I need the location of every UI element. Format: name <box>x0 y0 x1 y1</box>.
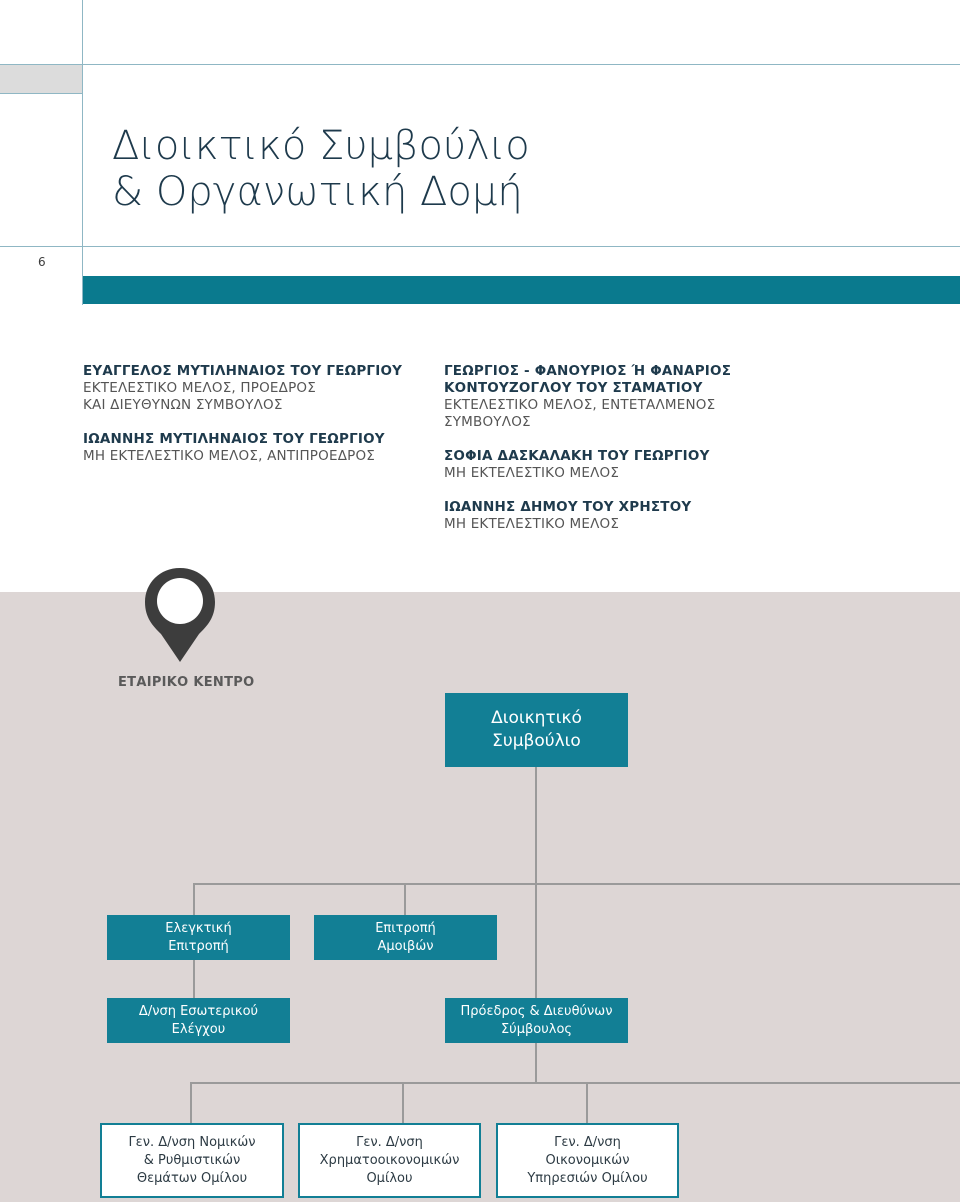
board-member <box>444 499 691 533</box>
economic-services-box: Γεν. Δ/νση Οικονομικών Υπηρεσιών Ομίλου <box>496 1123 679 1198</box>
location-pin-icon <box>143 566 217 664</box>
headquarters-label: ΕΤΑΙΡΙΚΟ ΚΕΝΤΡΟ <box>118 675 255 690</box>
member-role: ΜΗ ΕΚΤΕΛΕΣΤΙΚΟ ΜΕΛΟΣ, ΑΝΤΙΠΡΟΕΔΡΟΣ <box>83 448 376 464</box>
member-role: ΜΗ ΕΚΤΕΛΕΣΤΙΚΟ ΜΕΛΟΣ <box>444 516 620 532</box>
member-name: ΣΟΦΙΑ ΔΑΣΚΑΛΑΚΗ ΤΟΥ ΓΕΩΡΓΙΟΥ <box>444 448 710 464</box>
member-role: ΕΚΤΕΛΕΣΤΙΚΟ ΜΕΛΟΣ, ΕΝΤΕΤΑΛΜΕΝΟΣ <box>444 397 716 413</box>
member-role: ΕΚΤΕΛΕΣΤΙΚΟ ΜΕΛΟΣ, ΠΡΟΕΔΡΟΣ <box>83 380 316 396</box>
member-name: ΙΩΑΝΝΗΣ ΜΥΤΙΛΗΝΑΙΟΣ ΤΟΥ ΓΕΩΡΓΙΟΥ <box>83 431 385 447</box>
internal-audit-box: Δ/νση Εσωτερικού Ελέγχου <box>107 998 290 1043</box>
board-member <box>83 431 385 465</box>
board-member <box>83 363 402 414</box>
frame-vertical-line <box>82 0 83 305</box>
audit-committee-box: Ελεγκτική Επιτροπή <box>107 915 290 960</box>
header-gray-block <box>0 65 82 93</box>
finance-division-box: Γεν. Δ/νση Χρηματοοικονομικών Ομίλου <box>298 1123 481 1198</box>
page-title-line-2: & Οργανωτική Δομή <box>112 169 523 215</box>
connector-line <box>402 1082 404 1123</box>
legal-division-box: Γεν. Δ/νση Νομικών & Ρυθμιστικών Θεμάτων Ομίλου <box>100 1123 284 1198</box>
member-role: ΚΑΙ ΔΙΕΥΘΥΝΩΝ ΣΥΜΒΟΥΛΟΣ <box>83 397 283 413</box>
member-name: ΓΕΩΡΓΙΟΣ - ΦΑΝΟΥΡΙΟΣ Ή ΦΑΝΑΡΙΟΣ <box>444 363 732 379</box>
connector-line <box>535 1043 537 1083</box>
connector-line <box>190 1082 960 1084</box>
member-role: ΣΥΜΒΟΥΛΟΣ <box>444 414 531 430</box>
board-of-directors-box: Διοικητικό Συμβούλιο <box>445 693 628 767</box>
member-role: ΜΗ ΕΚΤΕΛΕΣΤΙΚΟ ΜΕΛΟΣ <box>444 465 620 481</box>
teal-banner <box>83 276 960 304</box>
board-member <box>444 363 731 431</box>
member-name: ΚΟΝΤΟΥΖΟΓΛΟΥ ΤΟΥ ΣΤΑΜΑΤΙΟΥ <box>444 380 703 396</box>
connector-line <box>193 960 195 998</box>
remuneration-committee-box: Επιτροπή Αμοιβών <box>314 915 497 960</box>
member-name: ΕΥΑΓΓΕΛΟΣ ΜΥΤΙΛΗΝΑΙΟΣ ΤΟΥ ΓΕΩΡΓΙΟΥ <box>83 363 403 379</box>
chairman-ceo-box: Πρόεδρος & Διευθύνων Σύμβουλος <box>445 998 628 1043</box>
connector-line <box>586 1082 588 1123</box>
connector-line <box>193 883 960 885</box>
page-title <box>112 123 530 215</box>
connector-line <box>193 883 195 915</box>
frame-header-underline <box>0 93 82 94</box>
connector-line <box>404 883 406 915</box>
page-title-line-1: Διοικτικό Συμβούλιο <box>112 123 530 169</box>
board-member <box>444 448 710 482</box>
frame-top-line <box>0 64 960 65</box>
connector-line <box>190 1082 192 1123</box>
member-name: ΙΩΑΝΝΗΣ ΔΗΜΟΥ ΤΟΥ ΧΡΗΣΤΟΥ <box>444 499 692 515</box>
frame-title-underline <box>0 246 960 247</box>
page-number: 6 <box>38 255 46 269</box>
